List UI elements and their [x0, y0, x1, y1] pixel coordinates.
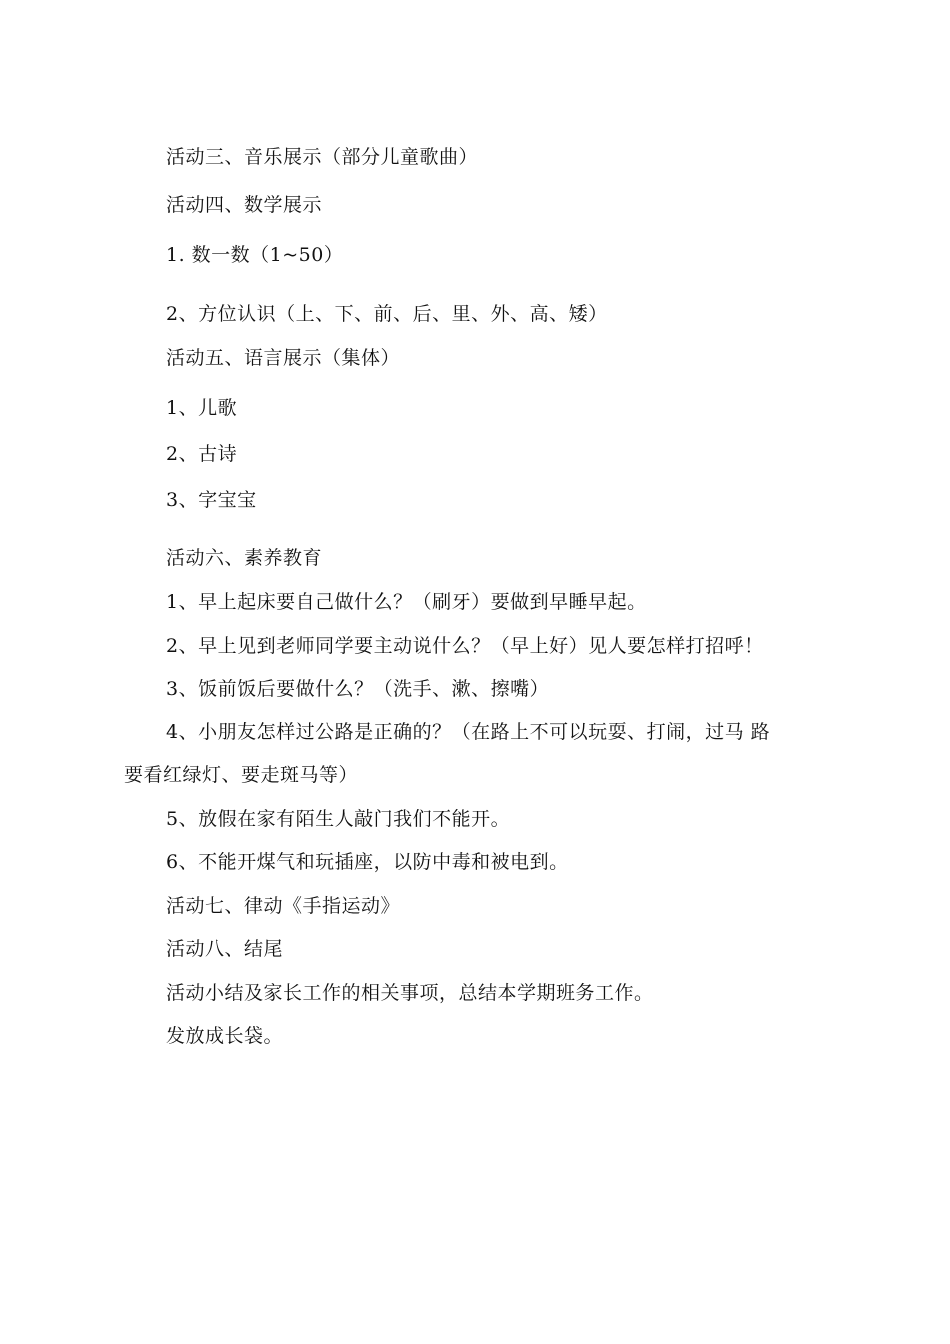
heading-activity-7: 活动七、律动《手指运动》: [166, 895, 401, 917]
heading-activity-3: 活动三、音乐展示（部分儿童歌曲）: [166, 146, 479, 168]
list-item: 2、古诗: [166, 443, 238, 465]
list-item-continuation: 要看红绿灯、要走斑马等）: [124, 764, 359, 786]
list-item: 2、方位认识（上、下、前、后、里、外、高、矮）: [166, 303, 608, 325]
list-item: 1. 数一数（1~50）: [166, 244, 344, 266]
list-item: 5、放假在家有陌生人敲门我们不能开。: [166, 808, 511, 830]
list-item: 4、小朋友怎样过公路是正确的？（在路上不可以玩耍、打闹，过马 路: [166, 721, 771, 743]
heading-activity-4: 活动四、数学展示: [166, 194, 323, 216]
heading-activity-8: 活动八、结尾: [166, 938, 284, 960]
list-item: 6、不能开煤气和玩插座，以防中毒和被电到。: [166, 851, 569, 873]
list-item: 3、饭前饭后要做什么？（洗手、漱、擦嘴）: [166, 678, 550, 700]
list-item: 3、字宝宝: [166, 489, 257, 511]
paragraph: 活动小结及家长工作的相关事项，总结本学期班务工作。: [166, 982, 654, 1004]
list-item: 2、早上见到老师同学要主动说什么？（早上好）见人要怎样打招呼！: [166, 635, 764, 657]
heading-activity-5: 活动五、语言展示（集体）: [166, 347, 401, 369]
list-item: 1、早上起床要自己做什么？（刷牙）要做到早睡早起。: [166, 591, 647, 613]
heading-activity-6: 活动六、素养教育: [166, 547, 323, 569]
paragraph: 发放成长袋。: [166, 1025, 284, 1047]
list-item: 1、儿歌: [166, 397, 238, 419]
